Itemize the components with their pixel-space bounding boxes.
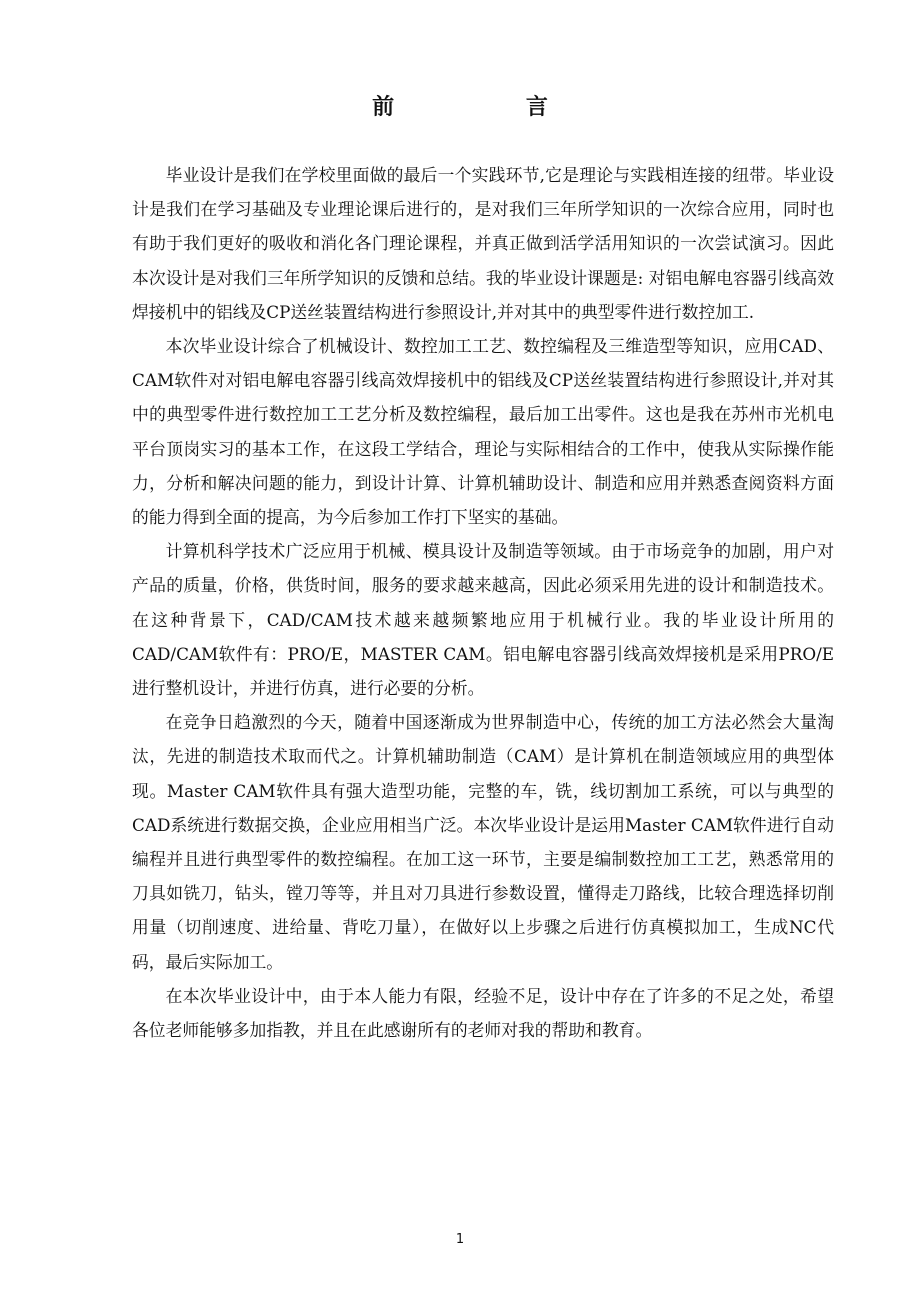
body-text [132, 158, 834, 1047]
paragraph: 在竞争日趋激烈的今天，随着中国逐渐成为世界制造中心，传统的加工方法必然会大量淘汰，先进的制造技术取而代之。计算机辅助制造（CAM）是计算机在制造领域应用的典型体现。Master CAM软件具有强大造型功能，完整的车，铣，线切割加工系统，可以与典型的CAD系统进行数据交换，企业应用相当广泛。本次毕业设计是运用Master CAM软件进行自动编程并且进行典型零件的数控编程。在加工这一环节，主要是编制数控加工工艺，熟悉常用的刀具如铣刀，钻头，镗刀等等，并且对刀具进行参数设置，懂得走刀路线，比较合理选择切削用量（切削速度、进给量、背吃刀量），在做好以上步骤之后进行仿真模拟加工，生成NC代码，最后实际加工。 [132, 712, 834, 972]
paragraph: 本次毕业设计综合了机械设计、数控加工工艺、数控编程及三维造型等知识，应用CAD、CAM软件对对铝电解电容器引线高效焊接机中的铝线及CP送丝装置结构进行参照设计,并对其中的典型零件进行数控加工工艺分析及数控编程，最后加工出零件。这也是我在苏州市光机电平台顶岗实习的基本工作，在这段工学结合，理论与实际相结合的工作中，使我从实际操作能力，分析和解决问题的能力，到设计计算、计算机辅助设计、制造和应用并熟悉查阅资料方面的能力得到全面的提高，为今后参加工作打下坚实的基础。 [132, 336, 834, 528]
paragraph: 在本次毕业设计中，由于本人能力有限，经验不足，设计中存在了许多的不足之处，希望各位老师能够多加指教，并且在此感谢所有的老师对我的帮助和教育。 [132, 985, 834, 1041]
page-number: 1 [455, 1232, 465, 1247]
paragraph: 计算机科学技术广泛应用于机械、模具设计及制造等领域。由于市场竞争的加剧，用户对产品的质量，价格，供货时间，服务的要求越来越高，因此必须采用先进的设计和制造技术。在这种背景下，CAD/CAM技术越来越频繁地应用于机械行业。我的毕业设计所用的CAD/CAM软件有：PRO/E，MASTER CAM。铝电解电容器引线高效焊接机是采用PRO/E进行整机设计，并进行仿真，进行必要的分析。 [132, 541, 834, 699]
paragraph: 毕业设计是我们在学校里面做的最后一个实践环节,它是理论与实践相连接的纽带。毕业设计是我们在学习基础及专业理论课后进行的，是对我们三年所学知识的一次综合应用，同时也有助于我们更好的吸收和消化各门理论课程，并真正做到活学活用知识的一次尝试演习。因此本次设计是对我们三年所学知识的反馈和总结。我的毕业设计课题是: 对铝电解电容器引线高效焊接机中的铝线及CP送丝装置结构进行参照设计,并对其中的典型零件进行数控加工. [132, 165, 834, 322]
page-title: 前 言 [372, 94, 610, 120]
